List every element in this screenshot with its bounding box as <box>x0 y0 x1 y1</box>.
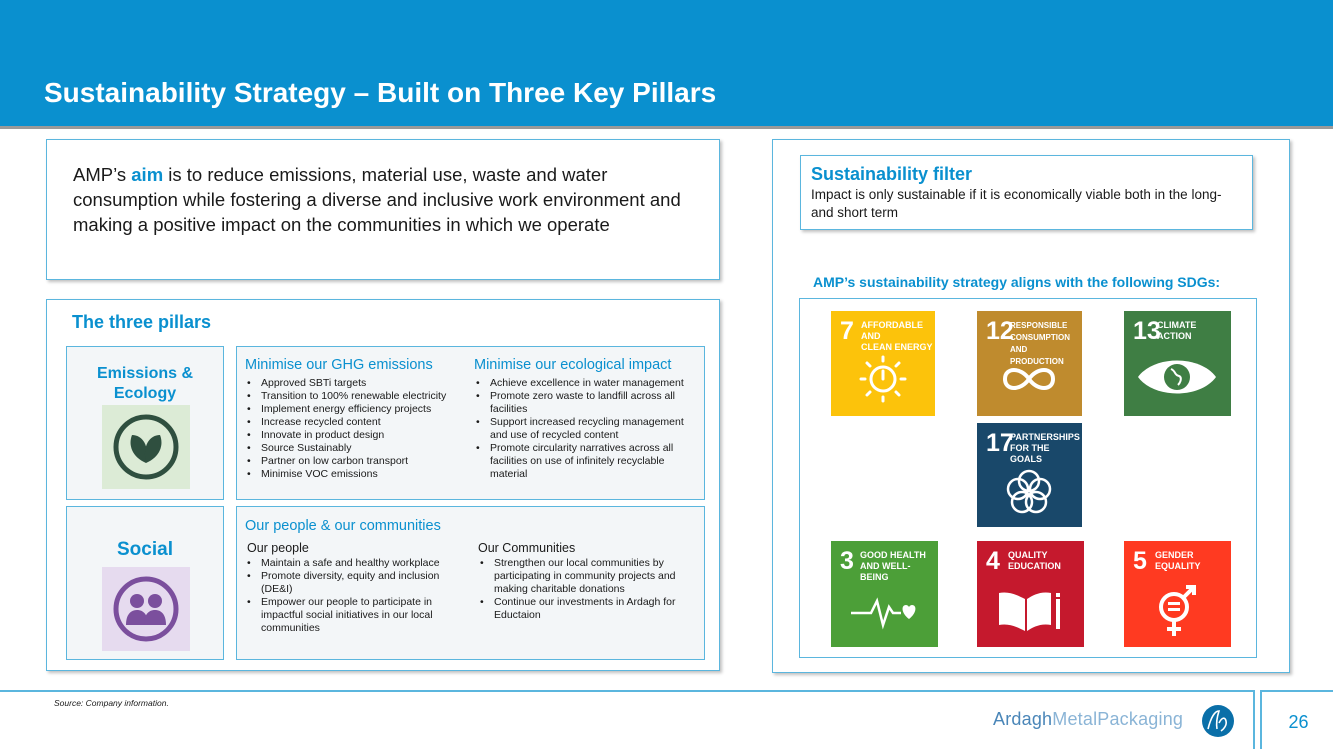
brand-wordmark <box>993 709 1183 730</box>
sdg-title-line: EQUALITY <box>1155 561 1201 571</box>
sdg-title-line: PARTNERSHIPS <box>1010 432 1080 442</box>
aim-text: is to reduce emissions, material use, waste and water consumption while fostering a diverse and inclusive work environment and making a positive impact on the communities in which we operate <box>73 164 681 235</box>
list-item: • Innovate in product design <box>245 429 455 442</box>
sdg-panel <box>772 139 1290 673</box>
list-item: • Strengthen our local communities by participating in community projects and making charitable donations <box>478 557 693 596</box>
header-divider <box>0 126 1333 129</box>
list-item: • Promote diversity, equity and inclusion (DE&I) <box>245 570 455 596</box>
aim-statement-box <box>46 139 720 280</box>
sdg-title-line: CLIMATE <box>1157 320 1197 330</box>
page-number: 26 <box>1288 712 1309 732</box>
sdg-7-tile <box>831 311 935 416</box>
list-item: • Continue our investments in Ardagh for Eductaion <box>478 596 693 622</box>
sdg-17-tile <box>977 423 1082 527</box>
sdg-number: 17 <box>986 429 1014 457</box>
ghg-heading: Minimise our GHG emissions <box>245 357 433 373</box>
sdg-12-tile <box>977 311 1082 416</box>
our-communities-heading: Our Communities <box>478 541 576 555</box>
eye-globe-icon <box>1124 311 1229 416</box>
sdg-13-tile <box>1124 311 1231 416</box>
filter-title: Sustainability filter <box>811 164 973 184</box>
list-item: • Promote zero waste to landfill across all facilities <box>474 390 702 416</box>
sdg-5-tile <box>1124 541 1231 647</box>
pillars-title: The three pillars <box>72 312 212 332</box>
list-item: • Minimise VOC emissions <box>245 468 455 481</box>
list-item: • Promote circularity narratives across all facilities on use of infinitely recyclable material <box>474 442 702 481</box>
brand-name-part: Ardagh <box>993 709 1053 729</box>
amp-logo-icon <box>1199 703 1237 739</box>
aim-prefix: AMP’s <box>73 164 132 185</box>
our-people-list <box>245 557 455 635</box>
social-label: Social <box>117 539 173 560</box>
sdg-title-line: AND PRODUCTION <box>1010 345 1064 366</box>
gender-icon <box>1124 541 1229 646</box>
heartbeat-icon <box>831 541 936 646</box>
sdg-title-line: RESPONSIBLE <box>1010 321 1068 330</box>
list-item: • Achieve excellence in water management <box>474 377 702 390</box>
page-number-box <box>1260 690 1333 749</box>
sdg-title-line: GENDER <box>1155 550 1194 560</box>
sdg-4-tile <box>977 541 1084 647</box>
sdg-number: 4 <box>986 547 1000 575</box>
sdg-number: 3 <box>840 547 854 575</box>
list-item: • Transition to 100% renewable electricity <box>245 390 455 403</box>
emissions-label <box>67 364 223 404</box>
list-item: • Increase recycled content <box>245 416 455 429</box>
sdg-3-tile <box>831 541 938 647</box>
sdg-title-line: GOOD HEALTH <box>860 550 926 560</box>
three-pillars-box <box>46 299 720 671</box>
list-item: • Maintain a safe and healthy workplace <box>245 557 455 570</box>
brand-name-part: MetalPackaging <box>1052 709 1184 729</box>
sdg-number: 5 <box>1133 547 1147 575</box>
rings-icon <box>977 423 1082 528</box>
social-heading: Our people & our communities <box>245 518 441 534</box>
infinity-icon <box>977 311 1082 416</box>
footer-divider <box>0 690 1253 692</box>
emissions-label-line2: Ecology <box>113 385 177 402</box>
leaf-icon <box>102 405 190 489</box>
sun-power-icon <box>831 311 936 416</box>
sdg-title-line: CLEAN ENERGY <box>861 342 933 352</box>
sdg-title-line: ACTION <box>1157 331 1192 341</box>
ecological-heading: Minimise our ecological impact <box>474 357 672 373</box>
list-item: • Implement energy efficiency projects <box>245 403 455 416</box>
filter-text: Impact is only sustainable if it is economically viable both in the long- and short term <box>811 187 1222 220</box>
sdg-title-line: EDUCATION <box>1008 561 1061 571</box>
sdg-title-line: QUALITY <box>1008 550 1048 560</box>
social-label-cell <box>66 506 224 660</box>
list-item: • Support increased recycling management and use of recycled content <box>474 416 702 442</box>
emissions-label-line1: Emissions & <box>96 365 194 382</box>
sdg-heading: AMP’s sustainability strategy aligns with the following SDGs: <box>813 274 1221 290</box>
sdg-grid <box>799 298 1257 658</box>
list-item: • Partner on low carbon transport <box>245 455 455 468</box>
people-icon <box>102 567 190 651</box>
book-icon <box>977 541 1082 646</box>
sdg-title-line: AND WELL-BEING <box>860 561 911 582</box>
aim-highlight: aim <box>131 164 164 185</box>
list-item: • Source Sustainably <box>245 442 455 455</box>
list-item: • Approved SBTi targets <box>245 377 455 390</box>
ghg-list <box>245 377 455 481</box>
our-people-heading: Our people <box>247 541 309 555</box>
sdg-number: 12 <box>986 317 1014 345</box>
sustainability-filter-box <box>800 155 1253 230</box>
source-note: Source: Company information. <box>54 698 169 708</box>
list-item: • Empower our people to participate in impactful social initiatives in our local communities <box>245 596 455 635</box>
social-content-cell <box>236 506 705 660</box>
sdg-title-line: AFFORDABLE AND <box>861 320 923 341</box>
emissions-label-cell <box>66 346 224 500</box>
page-title: Sustainability Strategy – Built on Three Key Pillars <box>44 77 717 108</box>
sdg-title-line: CONSUMPTION <box>1010 333 1070 342</box>
our-communities-list <box>478 557 693 622</box>
ecological-list <box>474 377 702 481</box>
footer-vertical-divider <box>1253 690 1255 749</box>
sdg-number: 7 <box>840 317 854 345</box>
emissions-content-cell <box>236 346 705 500</box>
sdg-number: 13 <box>1133 317 1161 345</box>
sdg-title-line: FOR THE GOALS <box>1010 443 1050 464</box>
